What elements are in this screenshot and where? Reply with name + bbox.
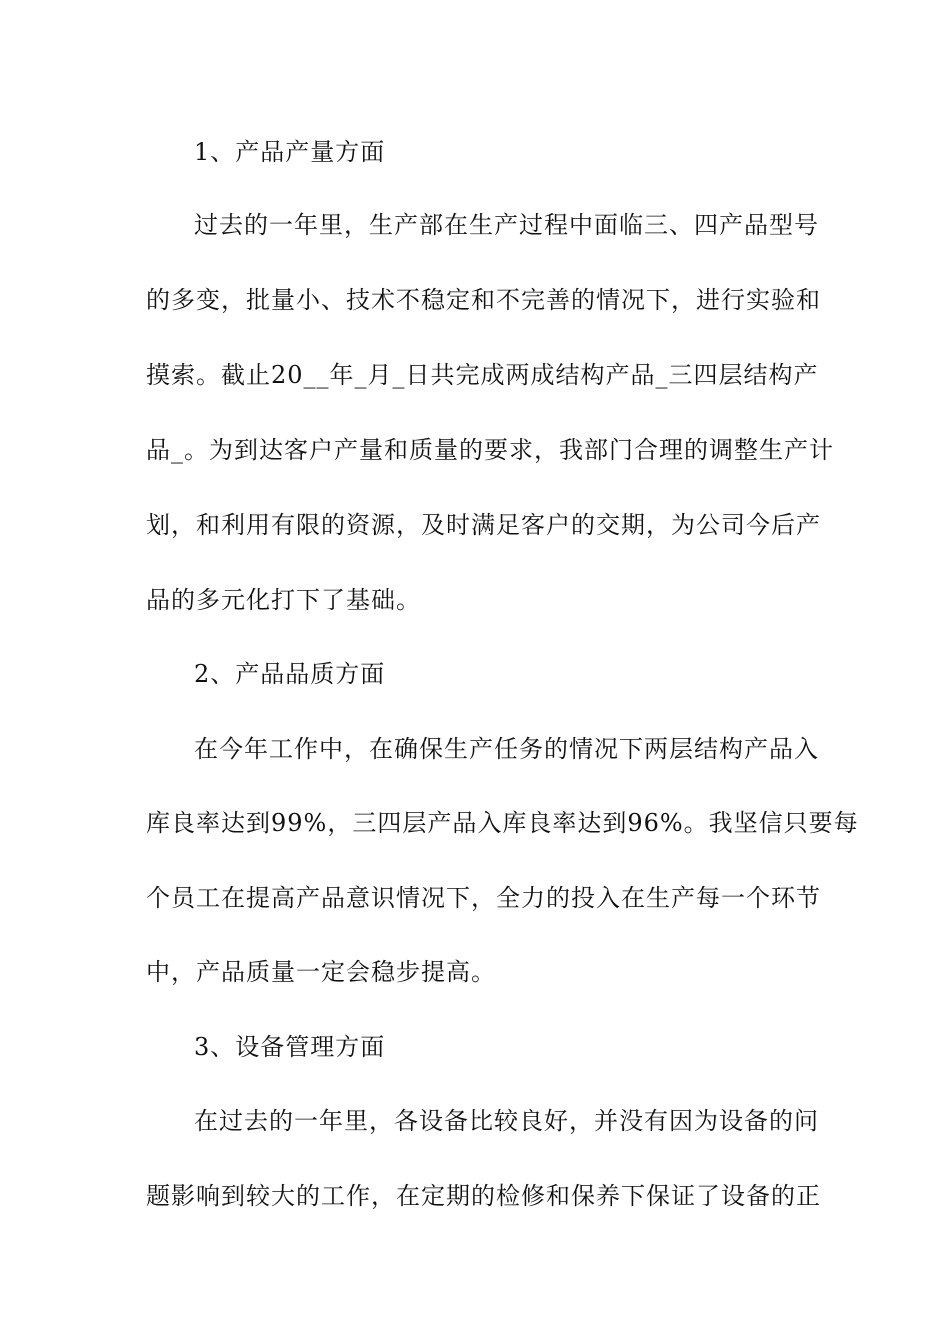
section-heading-1: 1、产品产量方面 <box>194 138 386 166</box>
paragraph-line: 的多变，批量小、技术不稳定和不完善的情况下，进行实验和 <box>146 286 821 314</box>
paragraph-line: 库良率达到99%，三四层产品入库良率达到96%。我坚信只要每 <box>146 809 859 837</box>
paragraph-line: 过去的一年里，生产部在生产过程中面临三、四产品型号 <box>194 211 819 239</box>
paragraph-line: 划，和利用有限的资源，及时满足客户的交期，为公司今后产 <box>146 511 821 539</box>
paragraph-line: 品_。为到达客户产量和质量的要求，我部门合理的调整生产计 <box>146 436 834 464</box>
paragraph-line: 个员工在提高产品意识情况下，全力的投入在生产每一个环节 <box>146 884 821 912</box>
paragraph-line: 在过去的一年里，各设备比较良好，并没有因为设备的问 <box>194 1107 819 1135</box>
paragraph-line: 在今年工作中，在确保生产任务的情况下两层结构产品入 <box>194 735 819 763</box>
paragraph-line: 品的多元化打下了基础。 <box>146 586 421 614</box>
section-heading-3: 3、设备管理方面 <box>194 1033 386 1061</box>
paragraph-line: 题影响到较大的工作，在定期的检修和保养下保证了设备的正 <box>146 1182 821 1210</box>
paragraph-line: 中，产品质量一定会稳步提高。 <box>146 958 496 986</box>
paragraph-line: 摸索。截止20__年_月_日共完成两成结构产品_三四层结构产 <box>146 361 819 389</box>
section-heading-2: 2、产品品质方面 <box>194 660 386 688</box>
